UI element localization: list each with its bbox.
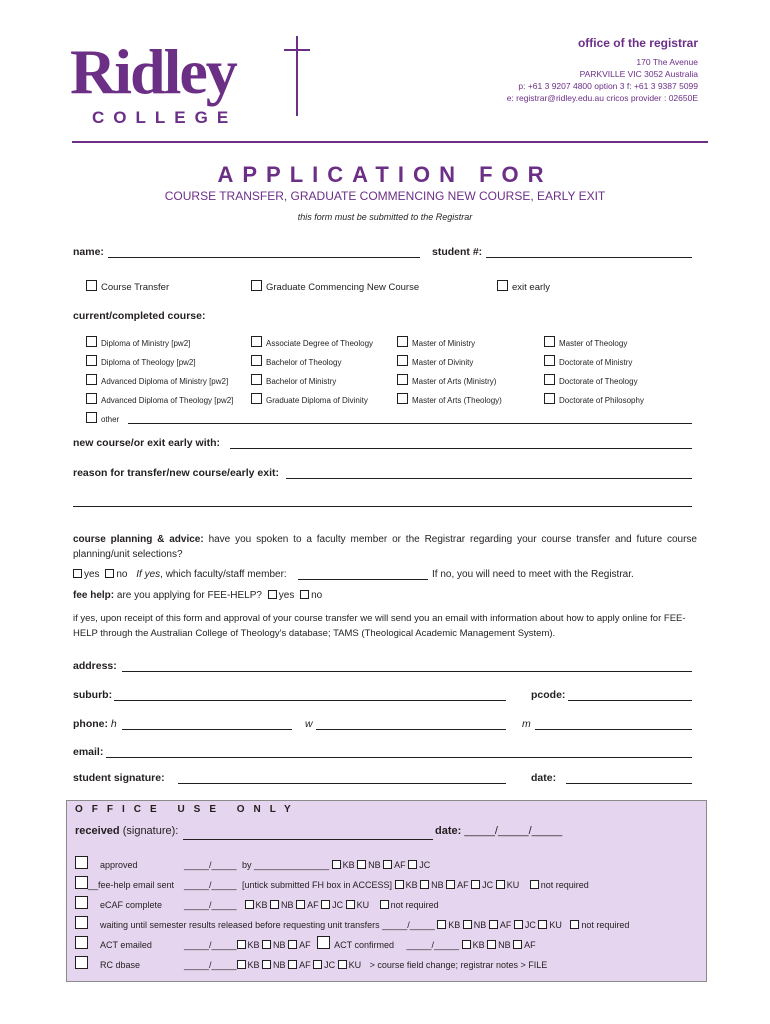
code: AF (524, 940, 536, 950)
office-row-act-emailed (75, 936, 536, 950)
phone-w: w (305, 718, 313, 730)
row-date: _____/_____ (184, 960, 237, 970)
code: NB (473, 920, 487, 930)
fee-help-yes-text: yes (278, 590, 295, 601)
code-checkbox[interactable] (237, 940, 246, 949)
advice-paragraph (73, 532, 697, 562)
registrar-contact-block (507, 36, 698, 104)
suburb-label: suburb: (73, 689, 113, 701)
code: JC (332, 900, 344, 910)
course-adv-diploma-theology[interactable] (86, 393, 233, 405)
logo-wordmark: Ridley (70, 36, 236, 107)
code-checkbox[interactable] (346, 900, 355, 909)
code: KB (448, 920, 461, 930)
address-label: address: (73, 660, 117, 672)
code: AF (499, 920, 512, 930)
email-line: e: registrar@ridley.edu.au cricos provider : 02650E (506, 93, 698, 103)
advice-text: have you spoken to a faculty member or the Registrar regarding your course transfer and future course planning/unit selections? (73, 534, 697, 560)
received-date-blank: _____/_____/_____ (464, 825, 563, 837)
student-number-label: student #: (432, 246, 483, 258)
submit-note: this form must be submitted to the Registrar (297, 212, 473, 222)
office-use-panel (66, 800, 707, 982)
signature-field[interactable] (178, 783, 506, 784)
phone-h: h (110, 718, 117, 730)
other-label: other (101, 415, 120, 424)
course-name: Associate Degree of Theology (266, 339, 374, 348)
checkbox[interactable] (544, 374, 555, 385)
address-field[interactable] (122, 671, 692, 672)
code-checkbox[interactable] (446, 880, 455, 889)
option-graduate-new-course[interactable] (251, 280, 419, 293)
logo-cross-horizontal (284, 49, 310, 51)
course-name: Advanced Diploma of Ministry (101, 377, 207, 386)
logo-college-text: COLLEGE (92, 108, 238, 127)
code-checkbox[interactable] (514, 920, 523, 929)
approved-by: by _______________ (242, 860, 330, 870)
row-date: _____/_____ (184, 940, 237, 950)
rc-dbase-checkbox[interactable] (75, 956, 88, 969)
address-line-1: 170 The Avenue (636, 57, 698, 67)
code-checkbox[interactable] (288, 940, 297, 949)
checkbox[interactable] (397, 393, 408, 404)
course-name: Master of Theology (559, 339, 628, 348)
checkbox[interactable] (251, 336, 262, 347)
fee-help-info: if yes, upon receipt of this form and approval of your course transfer we will send you an email with information about how to apply online for FEE-HELP through the Australian College of Theology's database; TAMS (Theological Academic Management System). (73, 613, 686, 639)
fee-help-row (73, 588, 322, 603)
code: KB (342, 860, 355, 870)
code: KB (247, 940, 260, 950)
code-checkbox[interactable] (487, 940, 496, 949)
received-signature-field[interactable] (183, 839, 433, 840)
course-doctorate-ministry[interactable] (544, 355, 632, 367)
code-checkbox[interactable] (513, 940, 522, 949)
course-tag: [pw2] (171, 339, 191, 348)
checkbox[interactable] (397, 374, 408, 385)
code: NB (281, 900, 294, 910)
course-name: Master of Ministry (412, 339, 476, 348)
course-name: Diploma of Theology (101, 358, 175, 367)
code: AF (394, 860, 406, 870)
checkbox[interactable] (251, 393, 262, 404)
graduate-new-course-checkbox[interactable] (251, 280, 262, 291)
course-tag: [pw2] (209, 377, 229, 386)
course-name: Master of Divinity (412, 358, 474, 367)
course-other[interactable] (86, 412, 119, 424)
code-checkbox[interactable] (332, 860, 341, 869)
office-use-title: OFFICE USE ONLY (75, 804, 300, 815)
code: AF (457, 880, 469, 890)
code: KU (506, 880, 520, 890)
code-checkbox[interactable] (489, 920, 498, 929)
row-label: __fee-help email sent (88, 880, 175, 890)
if-no-text: If no, you will need to meet with the Registrar. (432, 569, 634, 580)
checkbox[interactable] (86, 355, 97, 366)
course-name: Bachelor of Ministry (266, 377, 337, 386)
code-checkbox[interactable] (408, 860, 417, 869)
form-subtitle: COURSE TRANSFER, GRADUATE COMMENCING NEW COURSE, EARLY EXIT (164, 189, 606, 203)
checkbox[interactable] (86, 412, 97, 423)
phone-line: p: +61 3 9207 4800 option 3 f: +61 3 9387 5099 (518, 81, 698, 91)
code: AF (299, 960, 311, 970)
code-checkbox[interactable] (262, 940, 271, 949)
code: KB (247, 960, 260, 970)
phone-label (73, 718, 117, 730)
fee-help-sent-checkbox[interactable] (75, 876, 88, 889)
checkbox[interactable] (86, 393, 97, 404)
act-confirmed-text: ACT confirmed (334, 940, 394, 950)
row-label: ACT emailed (100, 940, 152, 950)
code-checkbox[interactable] (357, 860, 366, 869)
which-member-text: , which faculty/staff member: (160, 569, 287, 580)
row-label: approved (100, 860, 138, 870)
reason-field[interactable] (286, 478, 692, 479)
code: KU (348, 960, 362, 970)
code-checkbox[interactable] (420, 880, 429, 889)
course-doctorate-theology[interactable] (544, 374, 638, 386)
row-date: _____/_____ (184, 900, 237, 910)
checkbox[interactable] (86, 374, 97, 385)
act-emailed-checkbox[interactable] (75, 936, 88, 949)
course-name: Diploma of Ministry (101, 339, 170, 348)
course-name: Doctorate of Philosophy (559, 396, 644, 405)
course-diploma-theology[interactable] (86, 355, 196, 367)
code: AF (299, 940, 311, 950)
code-checkbox[interactable] (462, 940, 471, 949)
course-name: Graduate Diploma of Divinity (266, 396, 368, 405)
code-checkbox[interactable] (383, 860, 392, 869)
code-checkbox[interactable] (237, 960, 246, 969)
ridley-college-logo (70, 36, 320, 126)
email-label: email: (73, 746, 104, 758)
name-field[interactable] (108, 257, 420, 258)
code-checkbox[interactable] (296, 900, 305, 909)
not-required-checkbox[interactable] (570, 920, 579, 929)
course-grad-diploma-divinity[interactable] (251, 393, 368, 405)
row-label: eCAF complete (100, 900, 163, 910)
code-checkbox[interactable] (313, 960, 322, 969)
checkbox[interactable] (544, 336, 555, 347)
row-date: _____/_____ (382, 920, 435, 930)
course-tag: [pw2] (214, 396, 234, 405)
code: JC (524, 920, 536, 930)
code-checkbox[interactable] (395, 880, 404, 889)
code: KB (255, 900, 268, 910)
untick-note: [untick submitted FH box in ACCESS] (242, 880, 393, 890)
pcode-field[interactable] (568, 700, 692, 701)
not-required-checkbox[interactable] (380, 900, 389, 909)
not-required-checkbox[interactable] (530, 880, 539, 889)
other-course-field[interactable] (128, 423, 692, 424)
new-course-field[interactable] (230, 448, 692, 449)
rc-dbase-tail: > course field change; registrar notes > FILE (369, 960, 548, 970)
code: NB (368, 860, 381, 870)
option-exit-early[interactable] (497, 280, 550, 293)
date-label: date: (531, 772, 557, 784)
course-name: Doctorate of Ministry (559, 358, 633, 367)
student-number-field[interactable] (486, 257, 692, 258)
advice-answer-row (73, 567, 287, 582)
code-checkbox[interactable] (338, 960, 347, 969)
code-checkbox[interactable] (437, 920, 446, 929)
suburb-field[interactable] (114, 700, 506, 701)
graduate-new-course-text: Graduate Commencing New Course (266, 282, 420, 293)
code: KB (472, 940, 485, 950)
row-date: _____/_____ (184, 860, 237, 870)
course-master-ministry[interactable] (397, 336, 475, 348)
not-required-text: not required (540, 880, 589, 890)
received-row (75, 825, 178, 837)
header-divider (72, 141, 708, 143)
new-course-label: new course/or exit early with: (73, 437, 221, 449)
fee-help-no-checkbox[interactable] (300, 590, 309, 599)
code: KB (405, 880, 418, 890)
code-checkbox[interactable] (288, 960, 297, 969)
advice-label: course planning & advice: (73, 534, 204, 545)
approved-checkbox[interactable] (75, 856, 88, 869)
course-master-arts-theology[interactable] (397, 393, 502, 405)
row-label: waiting until semester results released before requesting unit transfers (100, 920, 380, 930)
course-bachelor-ministry[interactable] (251, 374, 336, 386)
course-name: Advanced Diploma of Theology (101, 396, 213, 405)
code: KU (356, 900, 370, 910)
checkbox[interactable] (251, 355, 262, 366)
course-master-divinity[interactable] (397, 355, 473, 367)
course-tag: [pw2] (176, 358, 196, 367)
pcode-label: pcode: (531, 689, 566, 701)
fee-help-label: fee help: (73, 590, 115, 601)
course-name: Master of Arts (Theology) (412, 396, 502, 405)
code-checkbox[interactable] (245, 900, 254, 909)
phone-mobile-field[interactable] (535, 729, 692, 730)
course-assoc-degree-theology[interactable] (251, 336, 373, 348)
phone-home-field[interactable] (122, 729, 292, 730)
exit-early-text: exit early (512, 282, 551, 293)
email-field[interactable] (106, 757, 692, 758)
code-checkbox[interactable] (538, 920, 547, 929)
course-master-theology[interactable] (544, 336, 627, 348)
if-yes-text: If yes (136, 569, 161, 580)
act-confirmed-checkbox[interactable] (317, 936, 330, 949)
advice-no-checkbox[interactable] (105, 569, 114, 578)
course-doctorate-philosophy[interactable] (544, 393, 644, 405)
course-diploma-ministry[interactable] (86, 336, 190, 348)
logo-cross-vertical (296, 36, 298, 116)
fee-help-no-text: no (311, 590, 323, 601)
name-label: name: (73, 246, 104, 258)
phone-m: m (522, 718, 531, 730)
code: JC (324, 960, 336, 970)
address-line-2: PARKVILLE VIC 3052 Australia (579, 69, 698, 79)
office-row-waiting (75, 916, 629, 930)
course-adv-diploma-ministry[interactable] (86, 374, 228, 386)
checkbox[interactable] (397, 355, 408, 366)
faculty-member-field[interactable] (298, 579, 428, 580)
not-required-text: not required (390, 900, 439, 910)
course-transfer-text: Course Transfer (101, 282, 170, 293)
fee-help-yes-checkbox[interactable] (268, 590, 277, 599)
code: AF (307, 900, 319, 910)
course-name: Bachelor of Theology (266, 358, 342, 367)
checkbox[interactable] (397, 336, 408, 347)
reason-label: reason for transfer/new course/early exit: (73, 467, 279, 479)
code: NB (273, 960, 286, 970)
checkbox[interactable] (251, 374, 262, 385)
not-required-text: not required (581, 920, 630, 930)
act-confirmed-date: _____/_____ (406, 940, 460, 950)
course-bachelor-theology[interactable] (251, 355, 341, 367)
fee-help-question: are you applying for FEE-HELP? (116, 590, 262, 601)
current-course-label: current/completed course: (73, 310, 206, 322)
code: JC (482, 880, 494, 890)
checkbox[interactable] (86, 336, 97, 347)
code: KU (549, 920, 562, 930)
phone-label-text: phone: (73, 718, 108, 730)
reason-field-line-2[interactable] (73, 506, 692, 507)
code-checkbox[interactable] (321, 900, 330, 909)
row-label: RC dbase (100, 960, 141, 970)
received-date (435, 825, 562, 837)
office-title: office of the registrar (577, 36, 698, 50)
office-row-fee-help (75, 876, 589, 890)
ecaf-checkbox[interactable] (75, 896, 88, 909)
course-transfer-checkbox[interactable] (86, 280, 97, 291)
code-checkbox[interactable] (262, 960, 271, 969)
phone-work-field[interactable] (316, 729, 506, 730)
date-field[interactable] (566, 783, 692, 784)
code: NB (498, 940, 511, 950)
code: JC (419, 860, 431, 870)
advice-yes-checkbox[interactable] (73, 569, 82, 578)
exit-early-checkbox[interactable] (497, 280, 508, 291)
office-row-ecaf (75, 896, 439, 910)
course-master-arts-ministry[interactable] (397, 374, 496, 386)
received-label: received (75, 825, 120, 837)
signature-label: student signature: (73, 772, 165, 784)
code: NB (273, 940, 286, 950)
received-date-label: date: (435, 825, 462, 837)
office-row-approved (75, 856, 430, 870)
form-title: APPLICATION FOR (217, 162, 553, 187)
advice-yes-text: yes (84, 569, 100, 580)
checkbox[interactable] (544, 393, 555, 404)
code-checkbox[interactable] (471, 880, 480, 889)
course-name: Doctorate of Theology (559, 377, 638, 386)
code-checkbox[interactable] (496, 880, 505, 889)
office-row-rc-dbase (75, 956, 547, 970)
code-checkbox[interactable] (270, 900, 279, 909)
code: NB (431, 880, 444, 890)
advice-no-text: no (116, 569, 128, 580)
option-course-transfer[interactable] (86, 280, 169, 293)
code-checkbox[interactable] (463, 920, 472, 929)
course-name: Master of Arts (Ministry) (412, 377, 497, 386)
waiting-checkbox[interactable] (75, 916, 88, 929)
checkbox[interactable] (544, 355, 555, 366)
row-date: _____/_____ (184, 880, 237, 890)
received-signature-label: (signature): (122, 825, 179, 837)
